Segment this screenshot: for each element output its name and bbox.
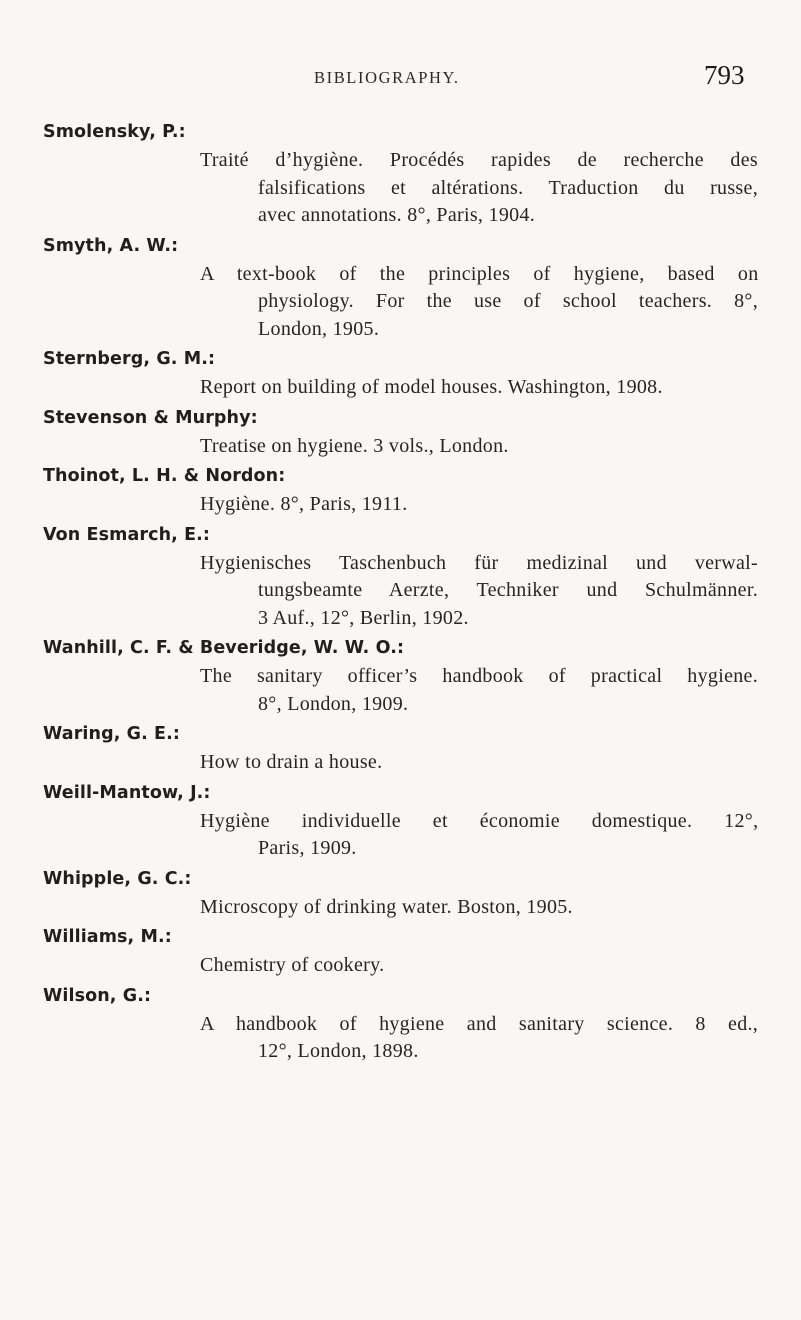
citation-line: tungsbeamte Aerzte, Techniker und Schulmänner. [258,579,758,601]
entry-citation [200,952,758,980]
running-head: BIBLIOGRAPHY. [314,68,460,87]
entry-author: Whipple, G. C.: [43,868,192,889]
citation-line: A text-book of the principles of hygiene, based on [200,262,759,285]
page-number: 793 [704,60,745,90]
citation-line: Microscopy of drinking water. Boston, 1905. [200,895,573,918]
entry-citation [200,261,758,344]
bibliography-entry [0,460,801,519]
citation-line: Hygienisches Taschenbuch für medizinal und verwal- [200,551,758,574]
entry-citation [200,550,758,633]
citation-line: falsifications et altérations. Traduction du russe, [258,176,758,199]
bibliography-entry [0,519,801,633]
citation-line: 8°, London, 1909. [258,692,409,715]
bibliography-entry [0,863,801,922]
entry-citation [200,663,758,718]
entry-citation [200,749,758,777]
entry-author: Smyth, A. W.: [43,235,179,256]
citation-line: 12°, London, 1898. [258,1040,419,1062]
citation-line: Treatise on hygiene. 3 vols., London. [200,434,509,457]
citation-line: The sanitary officer’s handbook of practical hygiene. [200,665,759,687]
entry-author: Stevenson & Murphy: [43,407,258,428]
entry-citation [200,808,758,863]
entry-citation [200,374,758,402]
entry-author: Wanhill, C. F. & Beveridge, W. W. O.: [43,638,405,658]
bibliography-entry [0,921,801,980]
bibliography-entry [0,718,801,777]
entry-citation [200,433,758,461]
citation-line: London, 1905. [258,317,380,340]
page-header [0,62,801,102]
citation-line: 3 Auf., 12°, Berlin, 1902. [258,606,469,629]
bibliography-entry [0,230,801,344]
citation-line: Traité d’hygiène. Procédés rapides de recherche des [200,149,758,171]
citation-line: avec annotations. 8°, Paris, 1904. [258,204,536,226]
citation-line: Hygiène individuelle et économie domestique. 12°, [200,809,759,832]
entry-author: Smolensky, P.: [43,122,186,142]
citation-line: physiology. For the use of school teachers. 8°, [258,290,758,312]
bibliography-entry [0,343,801,402]
entry-citation [200,1011,758,1066]
entry-citation [200,147,758,230]
citation-line: Report on building of model houses. Washington, 1908. [200,376,663,398]
bibliography-entry [0,980,801,1066]
entry-author: Von Esmarch, E.: [43,524,210,545]
entry-author: Thoinot, L. H. & Nordon: [43,466,286,486]
entry-author: Weill-Mantow, J.: [43,782,211,803]
bibliography-entry [0,116,801,230]
entry-citation [200,894,758,922]
entry-author: Wilson, G.: [43,985,152,1006]
entry-author: Sternberg, G. M.: [43,349,216,369]
citation-line: How to drain a house. [200,751,383,773]
citation-line: A handbook of hygiene and sanitary science. 8 ed., [200,1012,759,1035]
bibliography-entry [0,402,801,461]
entry-citation [200,491,758,519]
bibliography-list [0,116,801,1066]
bibliography-entry [0,777,801,863]
entry-author: Williams, M.: [43,927,172,947]
bibliography-entry [0,632,801,718]
citation-line: Hygiène. 8°, Paris, 1911. [200,493,408,515]
citation-line: Paris, 1909. [258,837,357,859]
citation-line: Chemistry of cookery. [200,954,385,976]
entry-author: Waring, G. E.: [43,724,180,744]
